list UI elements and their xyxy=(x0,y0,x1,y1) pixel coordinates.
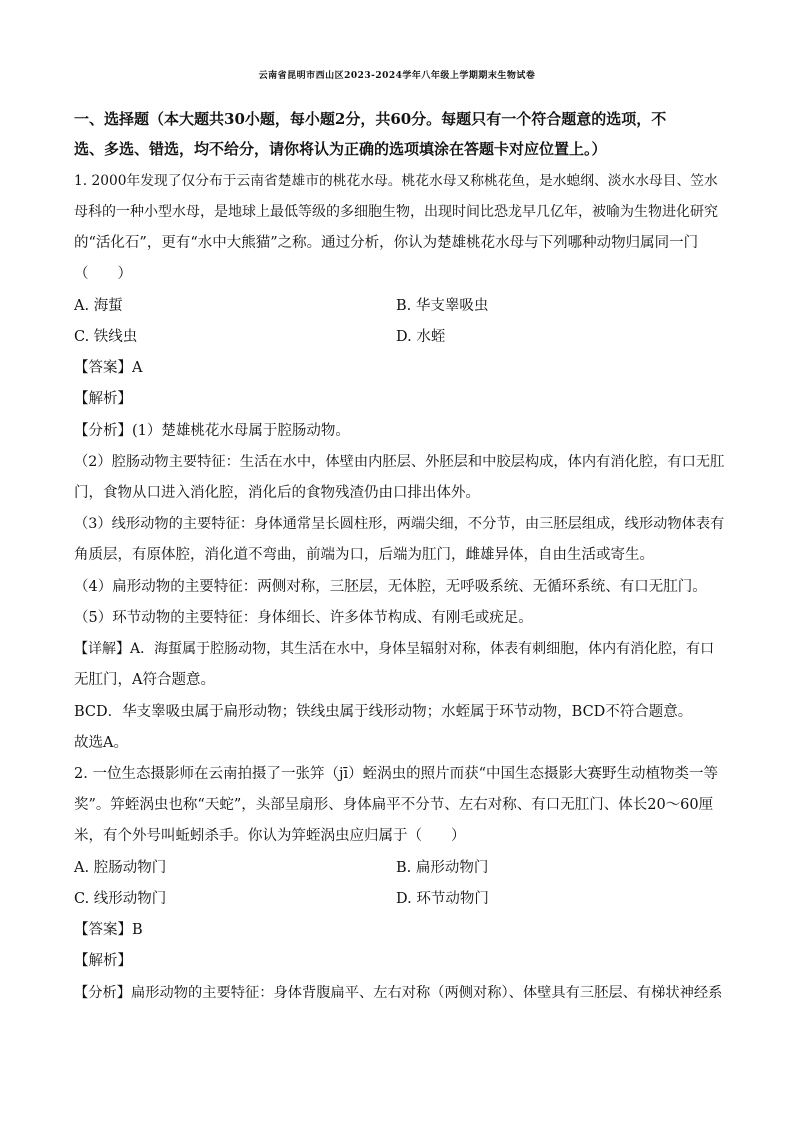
q2-analysis-label: 【解析】 xyxy=(74,953,132,969)
q2-stem-line-3: 米，有个外号叫蚯蚓杀手。你认为笄蛭涡虫应归属于（ ） xyxy=(74,828,466,844)
q2-option-b: B. 扁形动物门 xyxy=(396,860,489,876)
page-title: 云南省昆明市西山区2023-2024学年八年级上学期期末生物试卷 xyxy=(258,71,536,81)
q1-analysis-line-1: 【分析】(1）楚雄桃花水母属于腔肠动物。 xyxy=(74,423,350,439)
q1-option-a: A. 海蜇 xyxy=(74,298,123,314)
q2-stem-line-1: 2. 一位生态摄影师在云南拍摄了一张笄（jī）蛭涡虫的照片而获“中国生态摄影大赛野生动植物类一等 xyxy=(74,766,718,782)
q2-option-a: A. 腔肠动物门 xyxy=(74,860,167,876)
q1-analysis-line-11: 故选A。 xyxy=(74,735,128,751)
section-heading-line-1: 一、选择题（本大题共30小题，每小题2分，共60分。每题只有一个符合题意的选项，不 xyxy=(74,110,667,128)
q1-stem-line-2: 母科的一种小型水母，是地球上最低等级的多细胞生物，出现时间比恐龙早几亿年，被喻为生物进化研究 xyxy=(74,204,718,220)
q1-analysis-label: 【解析】 xyxy=(74,391,132,407)
section-heading-line-2: 选、多选、错选，均不给分，请你将认为正确的选项填涂在答题卡对应位置上。） xyxy=(74,140,607,158)
q1-analysis-line-3: 门，食物从口进入消化腔，消化后的食物残渣仍由口排出体外。 xyxy=(74,485,480,501)
q2-stem-line-2: 奖”。笄蛭涡虫也称“天蛇”，头部呈扇形、身体扁平不分节、左右对称、有口无肛门、体长20～60厘 xyxy=(74,797,714,813)
q1-analysis-line-8: 【详解】A．海蜇属于腔肠动物，其生活在水中，身体呈辐射对称，体表有刺细胞，体内有消化腔，有口 xyxy=(74,641,715,657)
q1-answer: 【答案】A xyxy=(74,360,143,376)
q1-stem-line-4: （ ） xyxy=(74,266,132,282)
q2-option-c: C. 线形动物门 xyxy=(74,891,167,907)
q1-analysis-line-10: BCD．华支睾吸虫属于扁形动物；铁线虫属于线形动物；水蛭属于环节动物，BCD不符合题意。 xyxy=(74,704,693,720)
q1-analysis-line-5: 角质层，有原体腔，消化道不弯曲，前端为口，后端为肛门，雌雄异体，自由生活或寄生。 xyxy=(74,547,654,563)
q1-option-b: B. 华支睾吸虫 xyxy=(396,298,489,314)
q2-option-d: D. 环节动物门 xyxy=(396,891,489,907)
q1-analysis-line-9: 无肛门，A符合题意。 xyxy=(74,672,215,688)
q1-stem-line-1: 1. 2000年发现了仅分布于云南省楚雄市的桃花水母。桃花水母又称桃花鱼，是水螅纲、淡水水母目、笠水 xyxy=(74,173,718,189)
q1-option-c: C. 铁线虫 xyxy=(74,329,138,345)
q1-stem-line-3: 的“活化石”，更有“水中大熊猫”之称。通过分析，你认为楚雄桃花水母与下列哪种动物归属同一门 xyxy=(74,235,699,251)
q2-answer: 【答案】B xyxy=(74,922,143,938)
q1-analysis-line-6: （4）扁形动物的主要特征：两侧对称，三胚层，无体腔，无呼吸系统、无循环系统、有口无肛门。 xyxy=(74,579,707,595)
q1-analysis-line-2: （2）腔肠动物主要特征：生活在水中，体壁由内胚层、外胚层和中胶层构成，体内有消化腔，有口无肛 xyxy=(74,454,725,470)
q1-analysis-line-4: （3）线形动物的主要特征：身体通常呈长圆柱形，两端尖细，不分节，由三胚层组成，线形动物体表有 xyxy=(74,516,725,532)
q2-analysis-line-1: 【分析】扁形动物的主要特征：身体背腹扁平、左右对称（两侧对称）、体壁具有三胚层、有梯状神经系 xyxy=(74,985,723,1001)
q1-analysis-line-7: （5）环节动物的主要特征：身体细长、许多体节构成、有刚毛或疣足。 xyxy=(74,610,533,626)
q1-option-d: D. 水蛭 xyxy=(396,329,446,345)
